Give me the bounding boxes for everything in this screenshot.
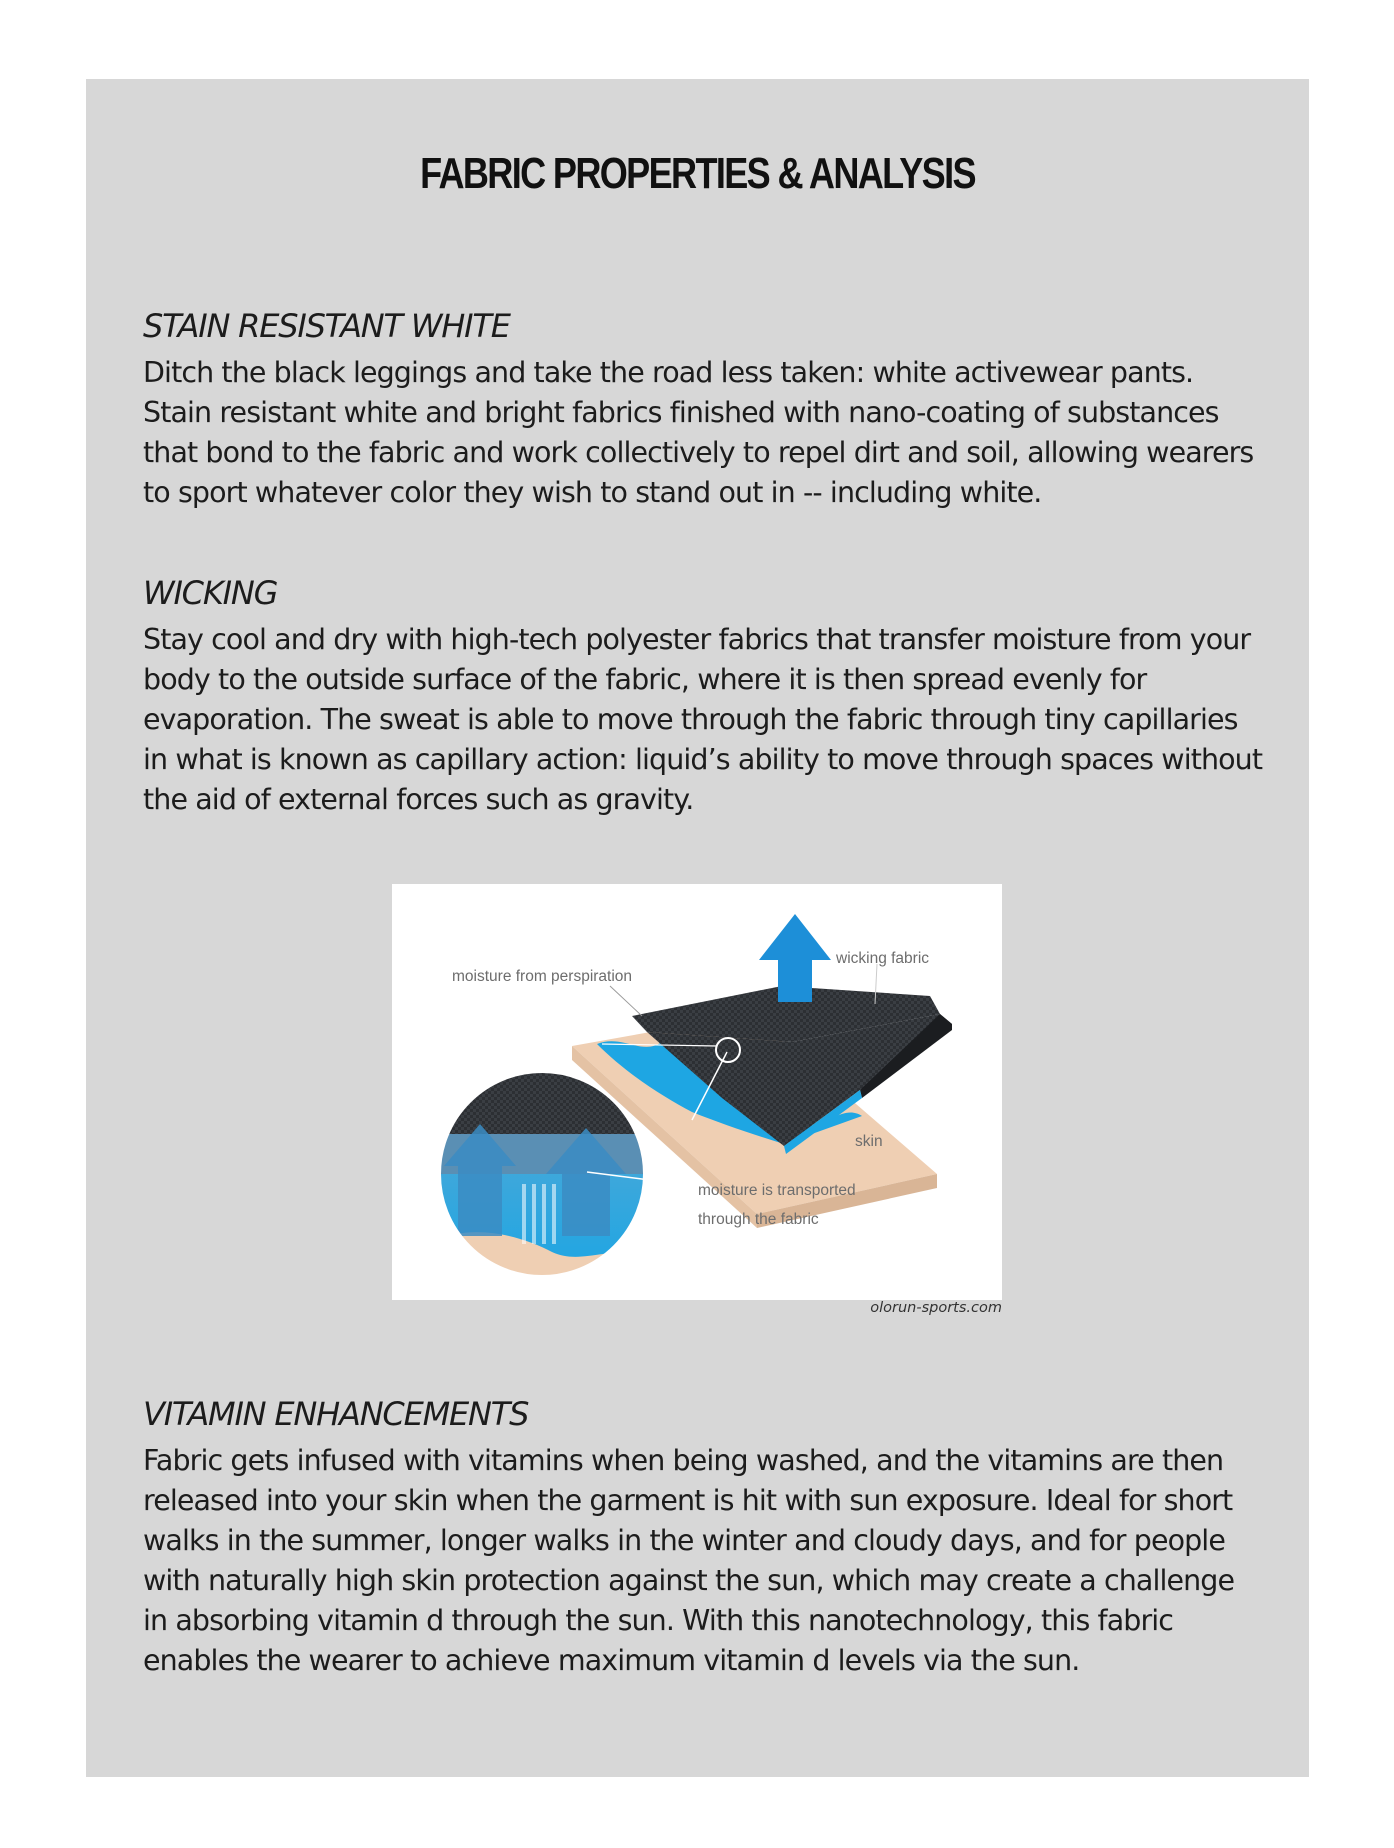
label-moisture-from-perspiration: moisture from perspiration [452, 968, 633, 985]
page-title: FABRIC PROPERTIES & ANALYSIS [420, 149, 975, 198]
wicking-diagram-illustration [392, 884, 1002, 1300]
section-vitamin-enhancements [143, 1395, 1273, 1681]
leader-line [610, 986, 642, 1016]
section-body: Fabric gets infused with vitamins when being washed, and the vitamins are then released into your skin when the garment is hit with sun exposure. Ideal for short walks in the summer, longer walks in the winter and cloudy days, and for people with naturally high skin protection against the sun, which may create a challenge in absorbing vitamin d through the sun. With this nanotechnology, this fabric enables the wearer to achieve maximum vitamin d levels via the sun. [143, 1444, 1235, 1677]
section-heading: STAIN RESISTANT WHITE [143, 307, 510, 345]
section-wicking [143, 574, 1273, 820]
image-credit: olorun-sports.com [870, 1300, 1002, 1316]
page-panel [86, 79, 1309, 1777]
section-body: Ditch the black leggings and take the road less taken: white activewear pants. Stain resistant white and bright fabrics finished with nano-coating of substances that bond to the fabric and work collectively to repel dirt and soil, allowing wearers to sport whatever color they wish to stand out in -- including white. [143, 356, 1254, 509]
section-body: Stay cool and dry with high-tech polyester fabrics that transfer moisture from your body to the outside surface of the fabric, where it is then spread evenly for evaporation. The sweat is able to move through the fabric through tiny capillaries in what is known as capillary action: liquid’s ability to move through spaces without the aid of external forces such as gravity. [143, 623, 1263, 816]
label-through-fabric: through the fabric [698, 1211, 819, 1228]
label-moisture-transported: moisture is transported [698, 1182, 856, 1199]
section-heading: VITAMIN ENHANCEMENTS [143, 1395, 529, 1433]
wicking-diagram [392, 884, 1002, 1300]
label-wicking-fabric: wicking fabric [836, 950, 930, 967]
section-heading: WICKING [143, 574, 278, 612]
section-stain-resistant [143, 307, 1273, 513]
label-skin: skin [855, 1133, 883, 1150]
